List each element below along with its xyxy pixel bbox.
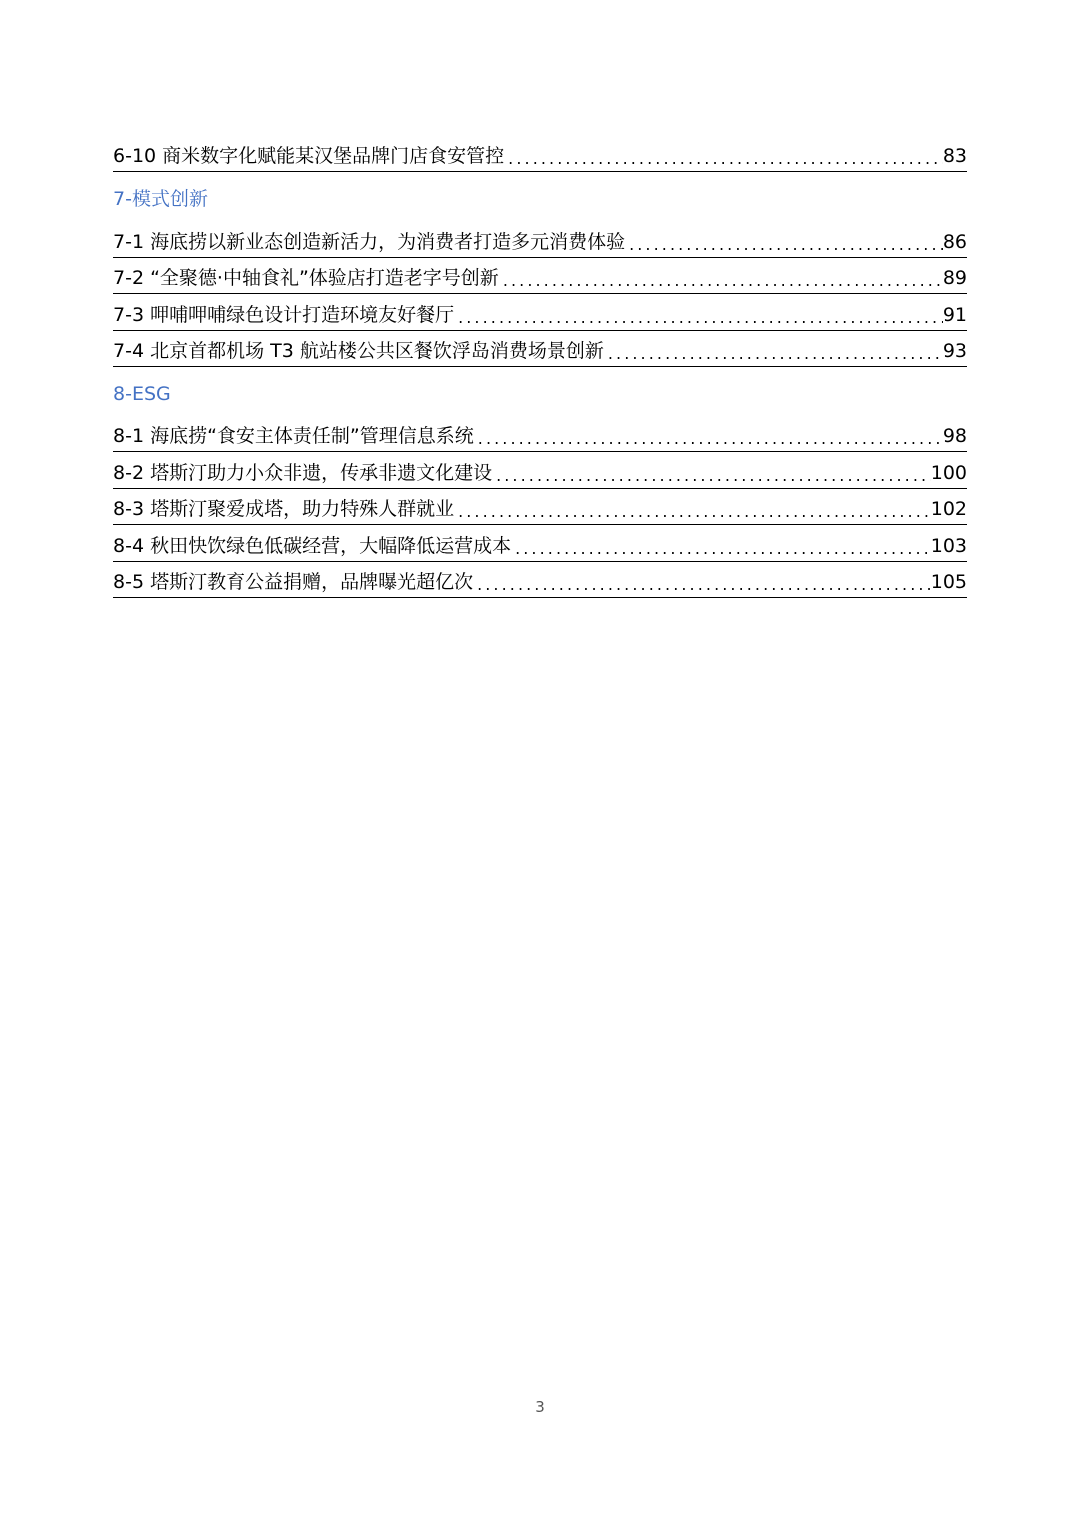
dot-leader (492, 466, 931, 486)
toc-entry-label: 7-1 海底捞以新业态创造新活力，为消费者打造多元消费体验 (113, 230, 626, 253)
toc-entry-label: 8-5 塔斯汀教育公益捐赠，品牌曝光超亿次 (113, 570, 474, 593)
toc-entry-8-1[interactable] (113, 416, 967, 452)
toc-entry-7-1[interactable] (113, 221, 967, 257)
section-heading-7: 7-模式创新 (113, 188, 208, 211)
dot-leader (625, 235, 943, 255)
dot-leader (499, 271, 943, 291)
page-number: 3 (535, 1398, 545, 1416)
dot-leader (454, 502, 931, 522)
toc-entry-page: 86 (942, 230, 967, 253)
dot-leader (604, 344, 943, 364)
toc-entry-label: 7-4 北京首都机场 T3 航站楼公共区餐饮浮岛消费场景创新 (113, 339, 604, 362)
toc-entry-label: 7-2 “全聚德·中轴食礼”体验店打造老字号创新 (113, 267, 499, 290)
toc-entry-8-5[interactable] (113, 562, 967, 598)
toc-entry-page: 105 (930, 570, 967, 593)
dot-leader (511, 539, 931, 559)
toc-entry-label: 7-3 呷哺呷哺绿色设计打造环境友好餐厅 (113, 303, 455, 326)
toc-entry-8-4[interactable] (113, 525, 967, 561)
toc-entry-label: 8-1 海底捞“食安主体责任制”管理信息系统 (113, 425, 474, 448)
toc-entry-page: 89 (942, 267, 967, 290)
dot-leader (474, 429, 943, 449)
dot-leader (454, 308, 943, 328)
toc-entry-7-2[interactable] (113, 258, 967, 294)
toc-entry-page: 91 (942, 303, 967, 326)
toc-entry-page: 102 (930, 498, 967, 521)
toc-entry-8-3[interactable] (113, 489, 967, 525)
toc-entry-label: 8-4 秋田快饮绿色低碳经营，大幅降低运营成本 (113, 534, 512, 557)
toc-entry-label: 8-3 塔斯汀聚爱成塔，助力特殊人群就业 (113, 498, 455, 521)
toc-entry-7-3[interactable] (113, 294, 967, 330)
section-heading-8: 8-ESG (113, 382, 171, 405)
toc-entry-page: 83 (942, 145, 967, 168)
toc-entry-label: 8-2 塔斯汀助力小众非遗，传承非遗文化建设 (113, 461, 493, 484)
toc-entry-page: 93 (942, 339, 967, 362)
table-of-contents (113, 136, 967, 598)
toc-entry-7-4[interactable] (113, 331, 967, 367)
toc-entry-page: 103 (930, 534, 967, 557)
dot-leader (473, 575, 931, 595)
dot-leader (504, 149, 943, 169)
toc-entry-8-2[interactable] (113, 452, 967, 488)
toc-entry-page: 100 (930, 461, 967, 484)
toc-entry-page: 98 (942, 425, 967, 448)
toc-entry-6-10[interactable] (113, 136, 967, 172)
toc-entry-label: 6-10 商米数字化赋能某汉堡品牌门店食安管控 (113, 145, 505, 168)
